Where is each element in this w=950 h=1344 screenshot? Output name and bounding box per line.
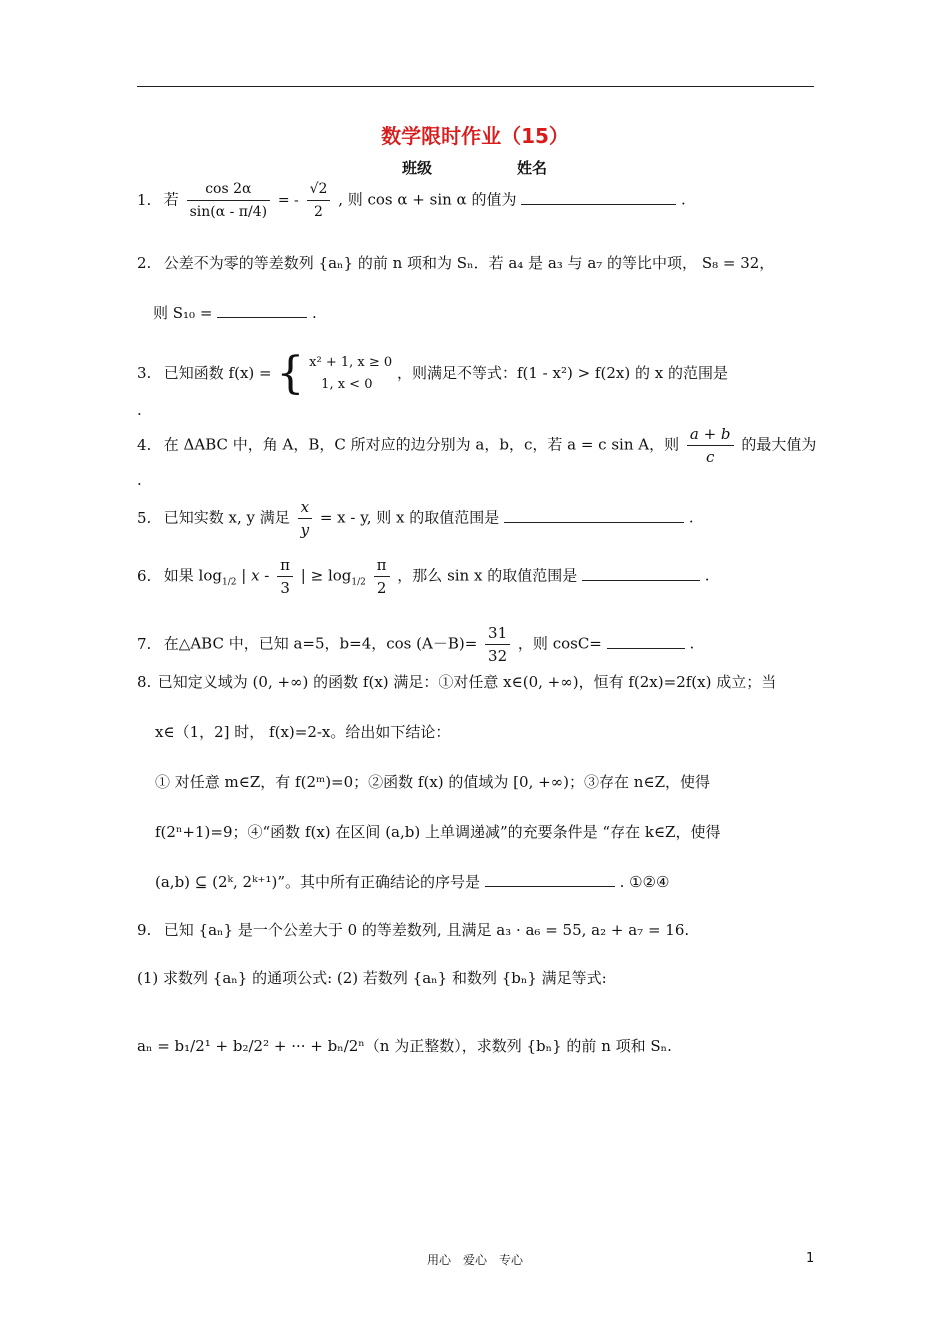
question-2: 2. 公差不为零的等差数列 {aₙ} 的前 n 项和为 Sₙ．若 a₄ 是 a₃ 与 a₇ 的等比中项， S₈ = 32， xyxy=(137,254,775,272)
header-rule xyxy=(137,86,814,87)
answer-blank[interactable] xyxy=(607,634,685,649)
answer-blank[interactable] xyxy=(485,872,615,887)
q5-fraction: $\frac{x}{y}$ xyxy=(298,498,312,539)
page-title: 数学限时作业（15） xyxy=(381,124,569,148)
footer-text: 用心 爱心 专心 xyxy=(426,1253,523,1267)
question-8: 8. 已知定义域为 (0, +∞) 的函数 f(x) 满足：①对任意 x∈(0, +∞)，恒有 f(2x)=2f(x) 成立；当 xyxy=(137,673,777,691)
q1-rhs-fraction: $\frac{√2}{2}$ xyxy=(307,180,331,221)
class-label: 班级 xyxy=(402,159,433,177)
name-label: 姓名 xyxy=(517,159,548,177)
question-3: 3. 已知函数 f(x) = { x² + 1, x ≥ 0 1, x < 0 ，则满足不等式：f(1 - x²) > f(2x) 的 x 的范围是 xyxy=(137,348,728,399)
question-1: 1. 若 $\frac{\cos 2\alpha}{\sin(\alpha - \pi/4)}$ = - $\frac{√2}{2}$ , 则 cos α + sin α 的值为 . xyxy=(137,181,686,220)
question-9: 9. 已知 {aₙ} 是一个公差大于 0 的等差数列, 且满足 a₃ · a₆ = 55, a₂ + a₇ = 16. xyxy=(137,921,690,939)
piecewise-cases: x² + 1, x ≥ 0 1, x < 0 xyxy=(309,355,393,392)
question-6: 6. 如果 $\log_{1/2}$ | x - $\frac{\pi}{3}$ | ≥ $\log_{1/2}$ $\frac{\pi}{2}$ ，那么 sin x 的取值范围是 . xyxy=(137,556,710,597)
question-2-cont: 则 S₁₀ = . xyxy=(153,304,317,322)
question-7: 7. 在△ABC 中，已知 a=5，b=4，cos (A－B)= $\frac{31}{32}$ ，则 cosC= . xyxy=(137,624,695,665)
left-brace: { xyxy=(276,348,305,399)
answer-blank[interactable] xyxy=(504,508,684,523)
answer-blank[interactable] xyxy=(521,190,676,205)
page-number: 1 xyxy=(806,1251,815,1266)
q4-fraction: $\frac{a + b}{c}$ xyxy=(687,425,734,466)
answer-text: ①②④ xyxy=(629,873,670,891)
question-5: 5. 已知实数 x, y 满足 $\frac{x}{y}$ = x - y, 则 x 的取值范围是 . xyxy=(137,498,694,539)
answer-blank[interactable] xyxy=(582,566,700,581)
q1-fraction: $\frac{\cos 2\alpha}{\sin(\alpha - \pi/4)}$ xyxy=(187,180,271,221)
question-8-last: (a,b) ⊆ (2ᵏ, 2ᵏ⁺¹)”。其中所有正确结论的序号是 . ①②④ xyxy=(155,873,670,891)
answer-blank[interactable] xyxy=(217,303,307,318)
question-4: 4. 在 ΔABC 中，角 A，B，C 所对应的边分别为 a，b，c，若 a = c sin A，则 $\frac{a + b}{c}$ 的最大值为 xyxy=(137,425,817,466)
